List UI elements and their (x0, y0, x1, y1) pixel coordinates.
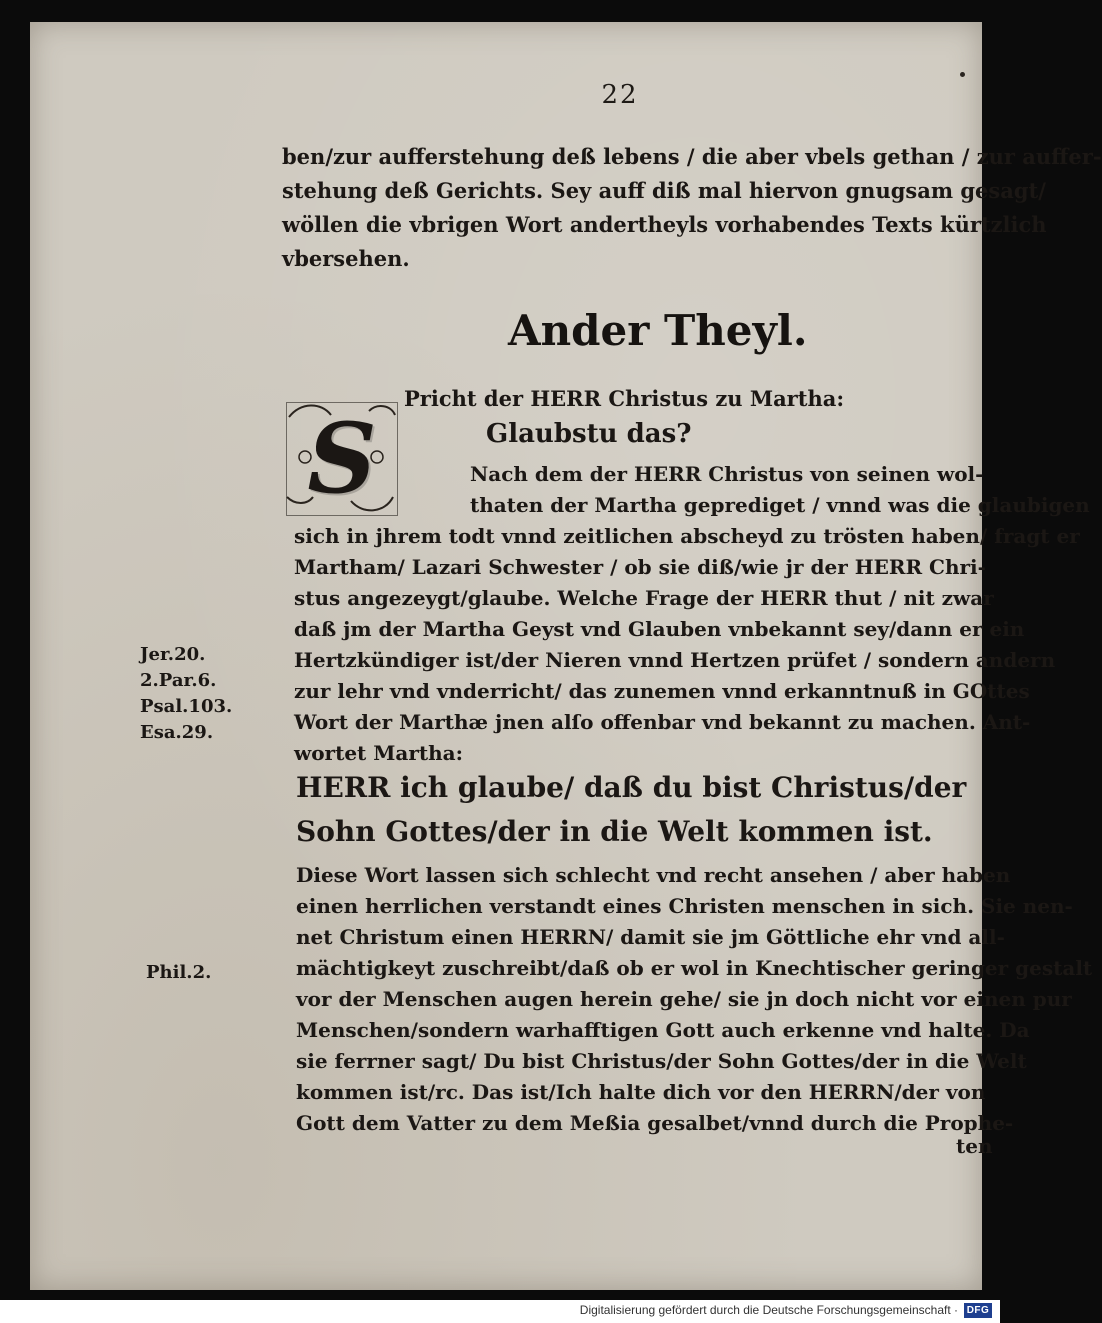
text-line: wöllen die vbrigen Wort andertheyls vorhabendes Texts kürtzlich (282, 212, 1047, 237)
page-number: 22 (601, 80, 639, 110)
text-line: vor der Menschen augen herein gehe/ sie jn doch nicht vor einen pur (296, 987, 1072, 1011)
text-line: einen herrlichen verstandt eines Christen menschen in sich. Sie nen- (296, 894, 1073, 918)
text-line: zur lehr vnd vnderricht/ das zunemen vnnd erkanntnuß in GOttes (294, 679, 1030, 703)
text-line: Martham/ Lazari Schwester / ob sie diß/wie jr der HERR Chri- (294, 555, 986, 579)
text-line: ben/zur aufferstehung deß lebens / die aber vbels gethan / zur auffer- (282, 144, 1102, 169)
text-line: Nach dem der HERR Christus von seinen wol- (470, 462, 984, 486)
opening-line: Pricht der HERR Christus zu Martha: (404, 386, 845, 411)
text-line: stus angezeygt/glaube. Welche Frage der HERR thut / nit zwar (294, 586, 994, 610)
footer-bar (0, 1300, 1000, 1323)
text-line: stehung deß Gerichts. Sey auff diß mal hiervon gnugsam gesagt/ (282, 178, 1046, 203)
flourish-ornament-icon (281, 397, 401, 519)
margin-ref: Jer.20. (140, 644, 206, 665)
text-line: Gott dem Vatter zu dem Meßia gesalbet/vnnd durch die Prophe- (296, 1111, 1014, 1135)
ornamental-initial (286, 402, 398, 516)
quote-line: Sohn Gottes/der in die Welt kommen ist. (296, 815, 933, 848)
text-line: net Christum einen HERRN/ damit sie jm Göttliche ehr vnd all- (296, 925, 1005, 949)
text-line: vbersehen. (282, 246, 410, 271)
opening-question: Glaubstu das? (486, 419, 692, 449)
funding-credit: Digitalisierung gefördert durch die Deutsche Forschungsgemeinschaft · (579, 1303, 958, 1317)
text-line: wortet Martha: (294, 741, 464, 765)
text-line: thaten der Martha geprediget / vnnd was die glaubigen (470, 493, 1090, 517)
top-paragraph (282, 140, 1102, 276)
text-line: sie ferrner sagt/ Du bist Christus/der Sohn Gottes/der in die Welt (296, 1049, 1027, 1073)
section-heading: Ander Theyl. (508, 306, 808, 355)
closing-paragraph (296, 860, 1092, 1139)
margin-ref: Psal.103. (140, 696, 233, 717)
text-line: sich in jhrem todt vnnd zeitlichen abscheyd zu trösten haben/ fragt er (294, 524, 1080, 548)
text-line: Menschen/sondern warhafftigen Gott auch erkenne vnd halte. Da (296, 1018, 1030, 1042)
quote-line: HERR ich glaube/ daß du bist Christus/der (296, 771, 967, 804)
margin-reference-phil: Phil.2. (146, 962, 212, 983)
margin-ref: Esa.29. (140, 722, 214, 743)
text-line: Wort der Marthæ jnen alſo offenbar vnd bekannt zu machen. Ant- (294, 710, 1031, 734)
margin-ref: 2.Par.6. (140, 670, 217, 691)
indented-paragraph (470, 459, 1090, 521)
drop-cap-letter: S (307, 402, 377, 515)
dfg-logo: DFG (964, 1303, 992, 1318)
text-line: Diese Wort lassen sich schlecht vnd recht ansehen / aber haben (296, 863, 1011, 887)
text-line: daß jm der Martha Geyst vnd Glauben vnbekannt sey/dann er ein (294, 617, 1025, 641)
margin-references (140, 642, 232, 746)
main-paragraph (294, 521, 1080, 769)
catchword: ten (956, 1134, 993, 1158)
ink-speck (960, 72, 965, 77)
text-line: Hertzkündiger ist/der Nieren vnnd Hertzen prüfet / sondern andern (294, 648, 1056, 672)
text-line: mächtigkeyt zuschreibt/daß ob er wol in Knechtischer geringer gestalt (296, 956, 1093, 980)
text-line: kommen ist/rc. Das ist/Ich halte dich vor den HERRN/der von (296, 1080, 986, 1104)
quotation (296, 766, 966, 854)
